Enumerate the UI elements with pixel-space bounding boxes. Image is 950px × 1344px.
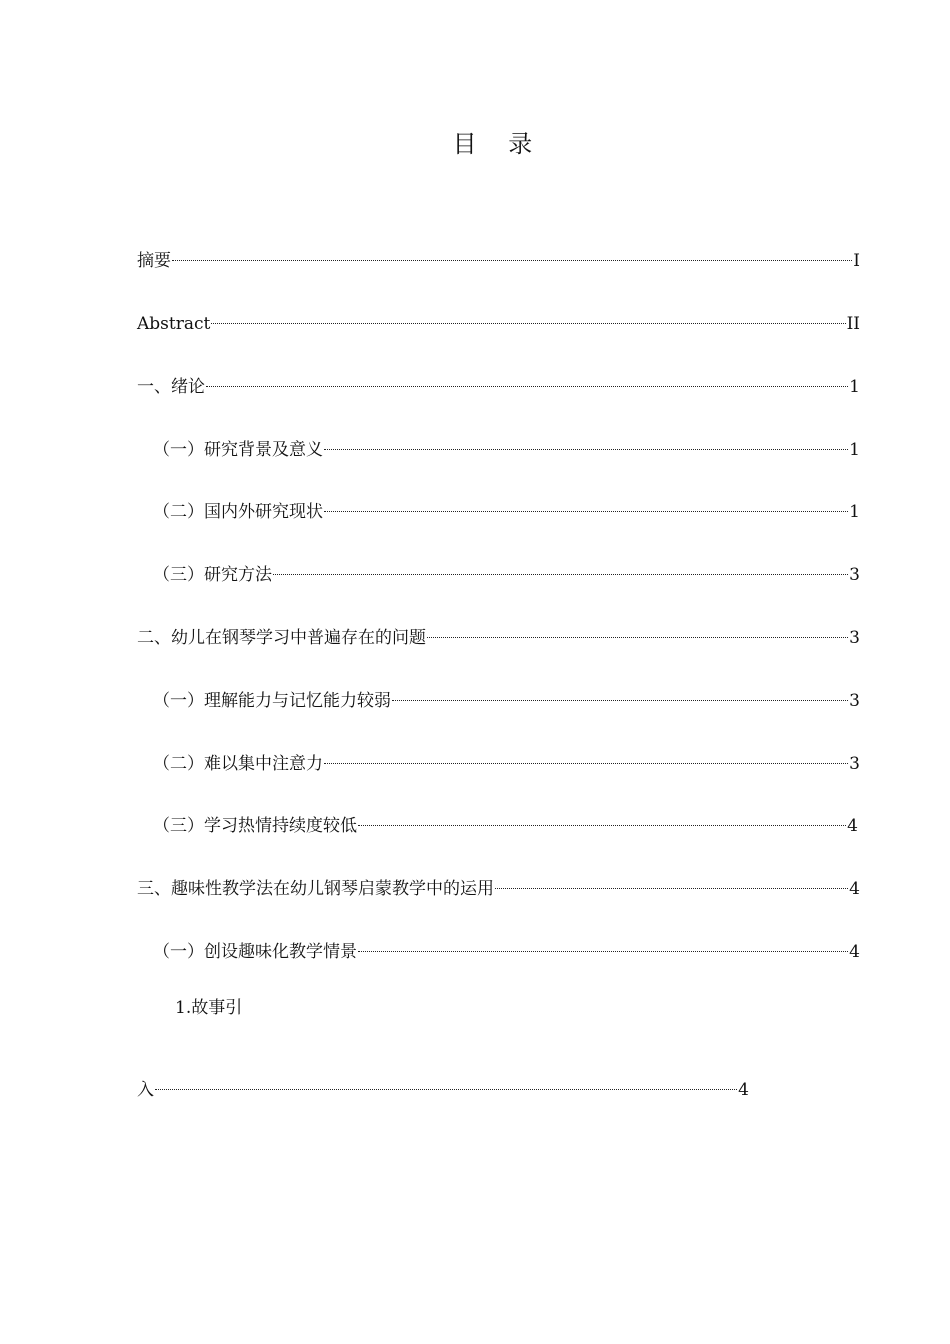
toc-entry-label: （一）创设趣味化教学情景 — [153, 942, 357, 962]
toc-entry-chapter-2[interactable] — [137, 619, 860, 648]
toc-entry-page: 3 — [849, 565, 860, 585]
dot-leader — [324, 493, 848, 517]
toc-entry-chapter-3[interactable] — [137, 870, 860, 899]
toc-entry-1-2[interactable] — [153, 493, 860, 522]
dot-leader — [211, 305, 845, 329]
dot-leader — [358, 807, 846, 831]
toc-entry-page: 4 — [849, 879, 860, 899]
dot-leader — [206, 368, 848, 392]
dot-leader — [358, 933, 848, 957]
toc-entry-page: 4 — [849, 942, 860, 962]
toc-entry-chapter-1[interactable] — [137, 368, 860, 397]
toc-entry-label: （二）难以集中注意力 — [153, 754, 323, 774]
toc-entry-2-3[interactable] — [153, 807, 858, 836]
toc-entry-page: 1 — [849, 440, 860, 460]
toc-entry-label: （三）研究方法 — [153, 565, 272, 585]
dot-leader — [495, 870, 848, 894]
dot-leader — [324, 745, 848, 769]
toc-entry-label: （三）学习热情持续度较低 — [153, 816, 357, 836]
dot-leader — [392, 682, 848, 706]
toc-entry-label: （二）国内外研究现状 — [153, 502, 323, 522]
dot-leader — [324, 431, 848, 455]
toc-entry-label: Abstract — [137, 314, 211, 334]
toc-entry-1-3[interactable] — [153, 556, 860, 585]
toc-entry-label: 三、趣味性教学法在幼儿钢琴启蒙教学中的运用 — [137, 879, 494, 899]
toc-entry-page: 3 — [849, 754, 860, 774]
dot-leader — [273, 556, 848, 580]
toc-entry-page: 3 — [849, 628, 860, 648]
toc-entry-2-2[interactable] — [153, 745, 860, 774]
toc-entry-label: 一、绪论 — [137, 377, 205, 397]
toc-entry-page: 3 — [849, 691, 860, 711]
toc-entry-page: 4 — [738, 1080, 749, 1100]
toc-entry-label: 摘要 — [137, 251, 171, 271]
toc-entry-abstract-en[interactable] — [137, 305, 860, 334]
toc-entry-page: I — [853, 251, 860, 271]
toc-entry-2-1[interactable] — [153, 682, 860, 711]
toc-entry-abstract-cn[interactable] — [137, 242, 860, 271]
toc-entry-page: 1 — [849, 502, 860, 522]
dot-leader — [172, 242, 852, 266]
toc-entry-1-1[interactable] — [153, 431, 860, 460]
toc-entry-label: 二、幼儿在钢琴学习中普遍存在的问题 — [137, 628, 426, 648]
toc-entry-page: 1 — [849, 377, 860, 397]
toc-entry-page: 4 — [847, 816, 858, 836]
toc-entry-3-1-1-line1[interactable]: 1.故事引 — [175, 998, 243, 1018]
toc-entry-3-1-1-line2[interactable] — [137, 1071, 749, 1100]
page-title: 目 录 — [452, 130, 545, 158]
dot-leader — [155, 1071, 737, 1095]
toc-entry-label: （一）理解能力与记忆能力较弱 — [153, 691, 391, 711]
toc-entry-3-1[interactable] — [153, 933, 860, 962]
toc-entry-label: 入 — [137, 1080, 154, 1100]
toc-entry-page: II — [846, 314, 860, 334]
toc-entry-label: （一）研究背景及意义 — [153, 440, 323, 460]
dot-leader — [427, 619, 848, 643]
